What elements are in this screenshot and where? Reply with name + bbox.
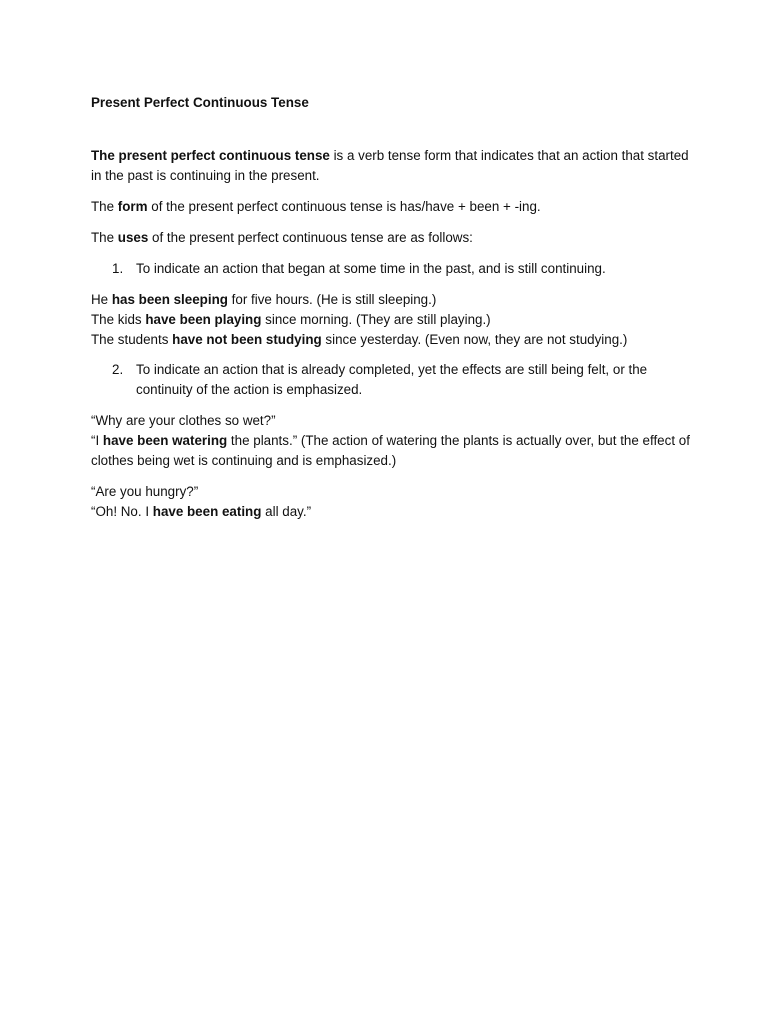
answer-pre: “Oh! No. I — [91, 504, 153, 519]
example-verb: have not been studying — [172, 332, 322, 347]
answer-verb: have been watering — [102, 433, 228, 448]
list-item-text: To indicate an action that began at some time in the past, and is still continuing. — [136, 261, 606, 276]
example-pre: The kids — [91, 312, 146, 327]
example-rest: for five hours. (He is still sleeping.) — [227, 292, 437, 307]
dialog-answer — [91, 431, 691, 471]
example-verb: have been playing — [145, 312, 262, 327]
answer-verb: have been eating — [152, 504, 262, 519]
dialog-question: “Why are your clothes so wet?” — [91, 413, 276, 428]
page-title: Present Perfect Continuous Tense — [91, 95, 309, 110]
example-line — [91, 310, 691, 330]
uses-pre: The — [91, 230, 118, 245]
example-rest: since morning. (They are still playing.) — [261, 312, 491, 327]
answer-pre: “I — [91, 433, 103, 448]
uses-term: uses — [117, 230, 149, 245]
list-number: 1. — [112, 261, 124, 276]
form-pre: The — [91, 199, 118, 214]
document-body — [91, 93, 691, 522]
example-verb: has been sleeping — [111, 292, 228, 307]
intro-paragraph — [91, 146, 691, 186]
intro-text: is a verb tense form that indicates that an action that started in the past is continuing in the present. — [91, 148, 689, 183]
answer-rest: all day.” — [261, 504, 312, 519]
list-item — [91, 360, 691, 400]
list-number: 2. — [112, 362, 124, 377]
example-line — [91, 330, 691, 350]
answer-rest: the plants.” (The action of watering the plants is actually over, but the effect of clothes being wet is continuing and is emphasized.) — [91, 433, 690, 468]
example-pre: He — [91, 292, 112, 307]
example-pre: The students — [91, 332, 173, 347]
example-line — [91, 290, 691, 310]
dialog-answer — [91, 502, 691, 522]
form-text: of the present perfect continuous tense is has/have + been + -ing. — [147, 199, 541, 214]
intro-term: The present perfect continuous tense — [91, 148, 330, 163]
list-item-text: To indicate an action that is already completed, yet the effects are still being felt, or the continuity of the action is emphasized. — [136, 362, 648, 397]
uses-paragraph — [91, 228, 691, 248]
list-item — [91, 259, 691, 279]
dialog-question: “Are you hungry?” — [91, 484, 199, 499]
form-paragraph — [91, 197, 691, 217]
example-rest: since yesterday. (Even now, they are not studying.) — [321, 332, 628, 347]
uses-text: of the present perfect continuous tense are as follows: — [148, 230, 473, 245]
form-term: form — [117, 199, 148, 214]
